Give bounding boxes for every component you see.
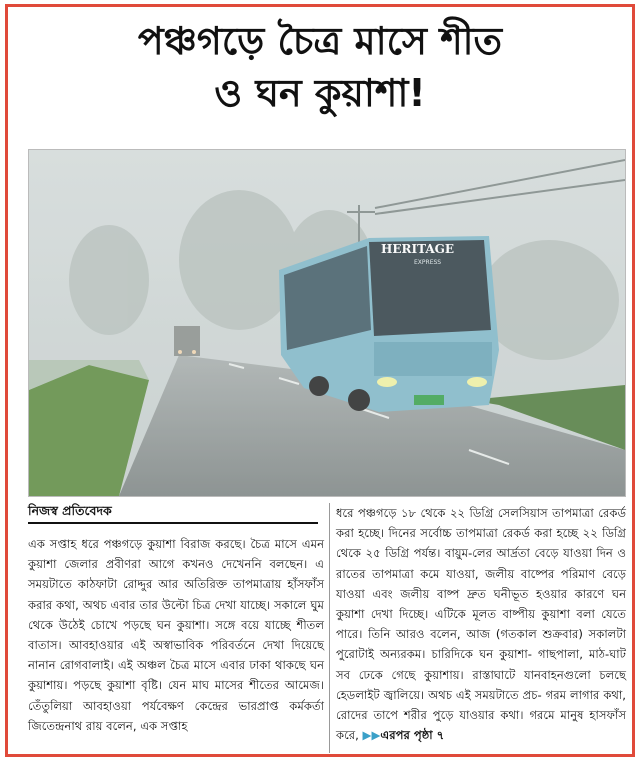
article-column-left: এক সপ্তাহ ধরে পঞ্চগড়ে কুয়াশা বিরাজ করছে। চৈত্র মাসে এমন কুয়াশা জেলার প্রবীণরা আগে কখনও দেখেননি বলছেন। এ সময়টাতে কাঠফাটা রোদ্দুর আর অতিরিক্ত তাপমাত্রায় হাঁসফাঁস করার কথা, অথচ এবার তার উল্টো চিত্র দেখা যাচ্ছে। সকালে ঘুম থেকে উঠেই চোখে পড়ছে ঘন কুয়াশা। সঙ্গে বয়ে যাচ্ছে শীতল বাতাস। আবহাওয়ার এই অস্বাভাবিক পরিবর্তনে দেখা দিয়েছে নানান রোগবালাই। এই অঞ্চল চৈত্র মাসে এবার ঢাকা থাকছে ঘন কুয়াশায়। পড়ছে কুয়াশা বৃষ্টি। যেন মাঘ মাসের শীতের আমেজ। তেঁতুলিয়া আবহাওয়া পর্যবেক্ষণ কেন্দ্রের ভারপ্রাপ্ত কর্মকর্তা জিতেন্দ্রনাথ রায় বলেন, এক সপ্তাহ: [28, 537, 324, 733]
article-frame: [5, 4, 635, 757]
fog-overlay: [29, 150, 625, 496]
byline: নিজস্ব প্রতিবেদক: [28, 503, 318, 524]
article-column-right: [336, 503, 626, 745]
headline-line-2: ও ঘন কুয়াশা!: [214, 71, 426, 115]
continued-page-link[interactable]: এরপর পৃষ্ঠা ৭: [380, 728, 445, 743]
foggy-road-bus-image: [29, 150, 625, 496]
headline: [8, 15, 632, 119]
headline-line-1: পঞ্চগড়ে চৈত্র মাসে শীত: [137, 19, 503, 63]
bus-brand-text: HERITAGE: [381, 242, 455, 256]
article-column-right-text: ধরে পঞ্চগড়ে ১৮ থেকে ২২ ডিগ্রি সেলসিয়াস তাপমাত্রা রেকর্ড করা হচ্ছে। দিনের সর্বোচ্চ তাপমাত্রা রেকর্ড করা হচ্ছে ২২ ডিগ্রি থেকে ২৫ ডিগ্রি পর্যন্ত। বায়ুম-লের আর্দ্রতা বেড়ে যাওয়া দিন ও রাতের তাপমাত্রা কমে যাওয়া, জলীয় বাষ্পের পরিমাণ বেড়ে যাওয়া এবং জলীয় বাষ্প দ্রুত ঘনীভূত হওয়ার কারণে ঘন কুয়াশা দেখা দিচ্ছে। এটিকে মূলত বাষ্পীয় কুয়াশা বলা যেতে পারে। তিনি আরও বলেন, আজ (গতকাল শুক্রবার) সকালটা পুরোটাই অন্যরকম। চারিদিকে ঘন কুয়াশা- গাছপালা, মাঠ-ঘাট সব ঢেকে গেছে কুয়াশায়। রাস্তাঘাটে যানবাহনগুলো চলছে হেডলাইট জ্বালিয়ে। অথচ এই সময়টাতে প্রচ- গরম লাগার কথা, রোদের তাপে শরীর পুড়ে যাওয়ার কথা। গরমে মানুষ হাসফাঁস করে,: [336, 506, 626, 743]
continued-arrow-icon: ▶▶: [362, 728, 381, 743]
bus-sub-text: EXPRESS: [414, 259, 442, 266]
news-photo: [28, 149, 626, 497]
column-divider: [329, 503, 330, 753]
